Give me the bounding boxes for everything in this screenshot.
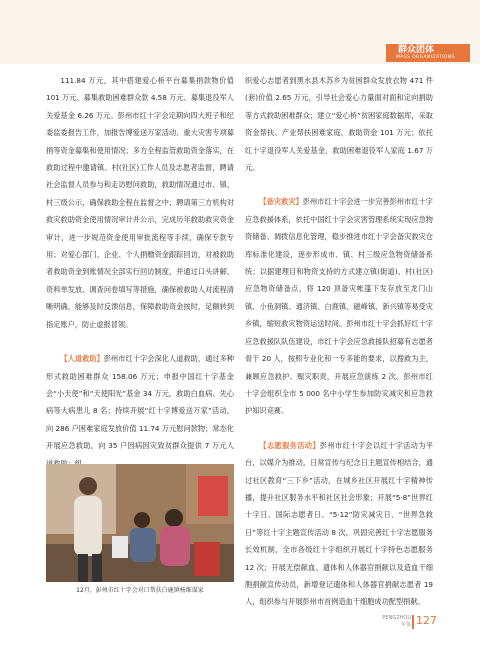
section-tag-volunteer: 【志愿服务活动】 (259, 440, 320, 450)
right-paragraph-1: 织爱心志愿者到黑水县木苏乡为贫困群众发放衣物 471 件(套)价值 2.65 万元，引导社会爱心力量面对面和定向捐助等方式救助困难群众；建立“爱心桥”贫困家庭数据库，采取资金帮扶、产业帮扶困难家庭，救助资金 101 万元；依托红十字退役军人关爱基金，救助困难退役军人家庭 1.67 万元。 (245, 76, 433, 173)
section-subtitle: MASS ORGANIZATIONS (396, 55, 455, 60)
footer-divider (412, 615, 414, 629)
right-paragraph-2 (245, 193, 433, 419)
left-column (46, 72, 234, 472)
section-tag-humanitarian: 【人道救助】 (60, 354, 104, 364)
photo-caption: 12月，彭州市红十字会对口帮扶白鹿镇杨维谋家 (76, 587, 204, 594)
right-paragraph-3 (245, 437, 433, 611)
right-paragraph-2-text: 彭州市红十字会进一步完善彭州市红十字应急救援体系，依托中国红十字会灾害管理系统实现应急物资储备、调拨信息化管理，稳步推进市红十字会备灾救灾仓库标准化建设，逐步形成市、镇、村三级应急物资储备系统；以据建理目和物资支持的方式建立镇(街道)、村(社区)应急物资储备点，将 120 顶备灾帐篷下发存放至龙门山镇、小鱼洞镇、通济镇、白鹿镇、磁峰镇、新兴镇等易受灾乡镇，缩短救灾物资运送时间。彭州市红十字会抓好红十字应急救援队队伍建设，市红十字会应急救援队招募有志愿者骨干 20 人，按照专业化和一专多能的要求，以搜救为主，兼顾应急救护、赈灾职责，开展应急演练 2 次。彭州市红十字会组织全市 5 000 名中小学生参加防灾减灾和应急救护知识竞赛。 (245, 197, 433, 416)
page-number: 127 (416, 614, 437, 627)
right-paragraph-3-text: 彭州市红十字会以红十字活动为平台，以媒介为推动，日常宣传与纪念日主题宣传相结合，通过社区教育“三下乡”活动，在城乡社区开展红十字精神传播，提升社区服务水平和社区社会形象；开展“5·8”世界红十字日、国际志愿者日、“5·12”防灾减灾日、“世界急救日”等红十字主题宣传活动 8 次，巩固完善红十字志愿服务长效机制，全市各级红十字组织开展红十字特色志愿服务 12 次；开展无偿献血、遗体和人体器官捐献以及造血干细胞捐献宣传动员，新增登记遗体和人体器官捐献志愿者 19 人，组织参与开展彭州市首例造血干细胞成功配型捐献。 (245, 440, 433, 607)
left-paragraph-1: 111.84 万元，其中搭建爱心桥平台募集捐款物价值 101 万元、募集救助困难群众款 4.58 万元、募集退役军人关爱基金 6.26 万元。彭州市红十字会定期向四大班子和纪委监委报告工作，加报告博爱送万家活动、重大灾害专项募捐等资金募集和使用情况；多方全程监管救助资金落实，在救助过程中邀请镇、村(社区)工作人员及志愿者监督，聘请社会监督人员参与和走访慰问救助，救助情况通过市、镇、村三级公示，确保救助全程在监督之中；聘请第三方机构对救灾救助资金使用情况审计并公示，完成历年救助救灾资金审计，进一步规范资金使用审批流程等手续，确保专款专用；对爱心部门、企业、个人捐赠资金跟踪回访，对被救助者救助资金到账情况全部实行回访制度，并通过口头讲解、资料单发放、调查问卷填写等措施，确保被救助人对流程清晰明确，能够及时反馈信息，保障救助资金按时、足额转到指定账户，防止虚报冒领。 (46, 76, 234, 329)
left-paragraph-2-text: 彭州市红十字会深化人道救助，通过多种形式救助困难群众 158.06 万元；申报中国红十字基金会“小天使”和“天使阳光”基金 34 万元，救助白血病、先心病等大病患儿 8 名；持续开展“红十字博爱送万家”活动，向 286 户困难家庭发放价值 11.74 万元慰问款物；常态化开展应急救助，向 35 户因病因灾致贫群众提供 7 万元人 (46, 354, 234, 451)
section-tag-disaster: 【备灾救灾】 (259, 197, 303, 207)
photo (46, 464, 234, 582)
photo-scene (46, 464, 234, 582)
right-column (245, 72, 433, 611)
footer-brand-line-2: 年鉴 (400, 622, 411, 628)
footer-brand-line-1: PENGZHOU (382, 615, 411, 621)
left-paragraph-2 (46, 350, 234, 472)
section-title: 群众团体 (398, 45, 435, 55)
footer-brand (361, 615, 411, 629)
